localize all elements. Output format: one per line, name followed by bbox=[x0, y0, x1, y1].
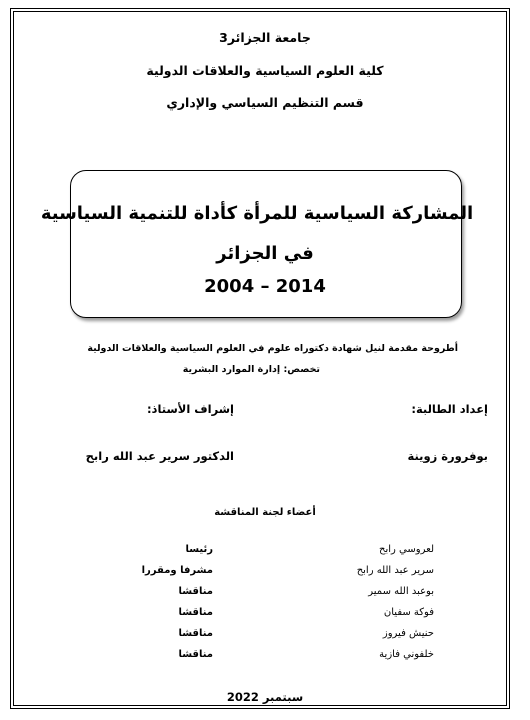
committee-member-role: مناقشا bbox=[178, 649, 213, 660]
committee-member-name: خلفوني فازية bbox=[379, 649, 434, 660]
specialty-value: إدارة الموارد البشرية bbox=[182, 364, 281, 375]
committee-member-name: سرير عبد الله رابح bbox=[356, 565, 434, 576]
committee-member-name: حنيش فيروز bbox=[382, 628, 434, 639]
student-label: إعداد الطالبة: bbox=[411, 402, 488, 416]
supervisor-name: الدكتور سرير عبد الله رابح bbox=[85, 449, 234, 463]
specialty-label: تخصص: bbox=[283, 364, 320, 375]
defense-date: سبتمبر 2022 bbox=[226, 690, 304, 704]
committee-member-name: فوكة سفيان bbox=[383, 607, 434, 618]
faculty-name: كلية العلوم السياسية والعلاقات الدولية bbox=[146, 63, 384, 78]
thesis-title-line1: المشاركة السياسية للمرأة كأداة للتنمية السياسية bbox=[40, 203, 474, 224]
thesis-description: أطروحة مقدمة لنيل شهادة دكتوراه علوم في العلوم السياسية والعلاقات الدولية bbox=[87, 343, 458, 354]
page-border bbox=[10, 8, 510, 709]
university-name: جامعة الجزائر3 bbox=[219, 30, 311, 45]
committee-member-role: مناقشا bbox=[178, 628, 213, 639]
committee-member-name: بوعبد الله سمير bbox=[368, 586, 434, 597]
committee-member-role: مشرفا ومقررا bbox=[141, 565, 213, 576]
committee-member-role: مناقشا bbox=[178, 607, 213, 618]
student-name: بوفرورة زوينة bbox=[407, 449, 488, 463]
supervisor-label: إشراف الأستاذ: bbox=[146, 402, 234, 416]
department-name: قسم التنظيم السياسي والإداري bbox=[166, 95, 364, 110]
thesis-title-line2: في الجزائر bbox=[216, 243, 314, 264]
committee-member-role: رئيسا bbox=[185, 544, 213, 555]
committee-heading: أعضاء لجنة المناقشة bbox=[214, 507, 316, 518]
committee-member-name: لعروسي رابح bbox=[379, 544, 434, 555]
committee-member-role: مناقشا bbox=[178, 586, 213, 597]
specialty bbox=[183, 364, 320, 375]
thesis-years: 2004 – 2014 bbox=[204, 276, 326, 297]
